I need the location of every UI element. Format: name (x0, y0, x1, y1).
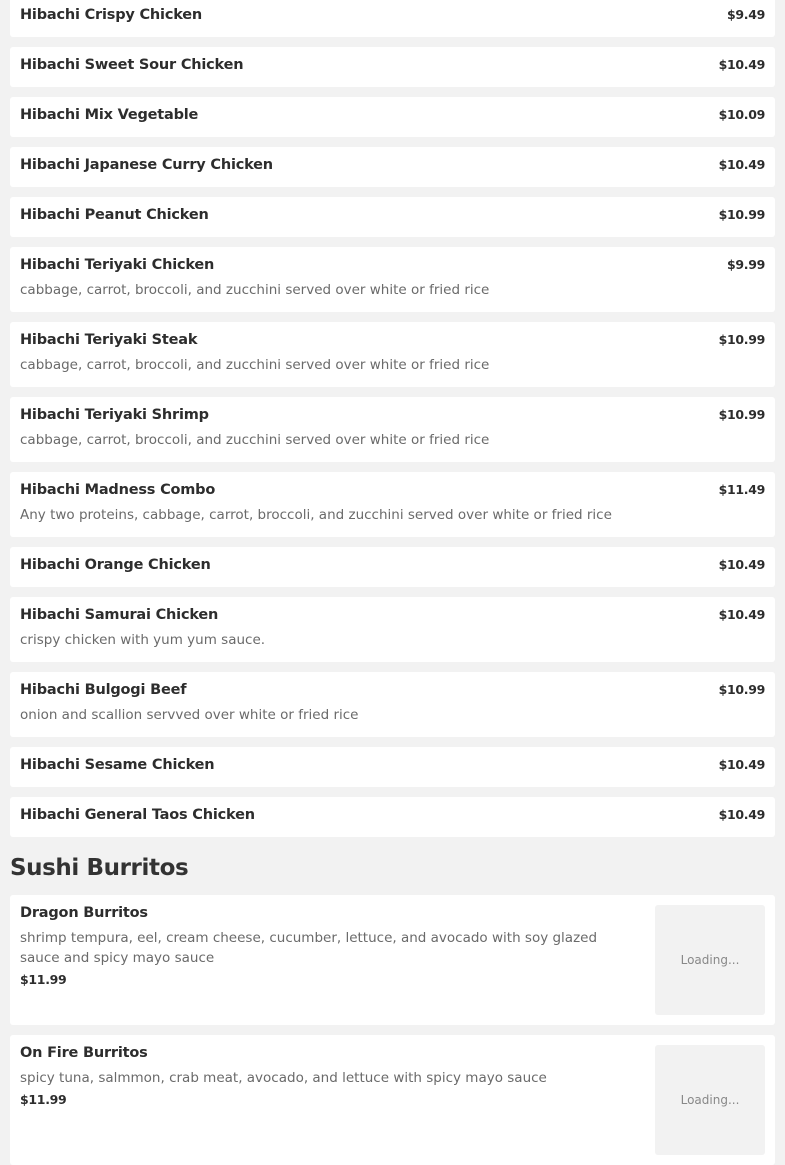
menu-item[interactable] (10, 672, 775, 737)
item-price: $10.99 (718, 207, 765, 222)
item-description: shrimp tempura, eel, cream cheese, cucumber, lettuce, and avocado with soy glazed sauce and spicy mayo sauce (20, 930, 598, 966)
item-price: $10.99 (718, 682, 765, 697)
item-name: Hibachi Mix Vegetable (20, 107, 199, 123)
item-name: Hibachi Bulgogi Beef (20, 682, 187, 698)
item-name: Hibachi Teriyaki Steak (20, 332, 198, 348)
item-price: $11.99 (20, 972, 67, 987)
item-price: $9.99 (726, 257, 765, 272)
item-image-placeholder (655, 905, 765, 1015)
item-image-placeholder (655, 1045, 765, 1155)
item-name: Dragon Burritos (20, 905, 148, 921)
item-price: $10.99 (718, 407, 765, 422)
loading-text: Loading... (680, 1093, 740, 1107)
item-description: Any two proteins, cabbage, carrot, broccoli, and zucchini served over white or fried rice (20, 507, 612, 523)
item-name: Hibachi Crispy Chicken (20, 7, 203, 23)
item-price: $10.99 (718, 332, 765, 347)
item-price: $11.99 (20, 1092, 67, 1107)
item-description: cabbage, carrot, broccoli, and zucchini served over white or fried rice (20, 357, 490, 373)
item-name: Hibachi Peanut Chicken (20, 207, 209, 223)
item-name: Hibachi Sweet Sour Chicken (20, 57, 244, 73)
menu-item[interactable] (10, 0, 775, 37)
item-name: Hibachi Orange Chicken (20, 557, 211, 573)
menu-item[interactable] (10, 147, 775, 187)
item-price: $10.49 (718, 157, 765, 172)
item-name: Hibachi Madness Combo (20, 482, 216, 498)
menu-item[interactable] (10, 47, 775, 87)
item-name: Hibachi General Taos Chicken (20, 807, 255, 823)
loading-text: Loading... (680, 953, 740, 967)
item-text (20, 1044, 630, 1107)
item-name: Hibachi Sesame Chicken (20, 757, 215, 773)
menu-item[interactable] (10, 597, 775, 662)
item-description: cabbage, carrot, broccoli, and zucchini served over white or fried rice (20, 432, 490, 448)
item-description: crispy chicken with yum yum sauce. (20, 632, 266, 648)
item-text (20, 904, 630, 987)
menu-item[interactable] (10, 797, 775, 837)
menu-item-card[interactable] (10, 895, 775, 1025)
hibachi-menu-list (10, 0, 775, 847)
item-description: spicy tuna, salmmon, crab meat, avocado, and lettuce with spicy mayo sauce (20, 1070, 547, 1086)
menu-item[interactable] (10, 547, 775, 587)
item-price: $10.49 (718, 57, 765, 72)
item-price: $10.09 (718, 107, 765, 122)
item-name: On Fire Burritos (20, 1045, 148, 1061)
section-title-sushi-burritos: Sushi Burritos (10, 855, 189, 881)
item-description: onion and scallion servved over white or fried rice (20, 707, 359, 723)
menu-item[interactable] (10, 197, 775, 237)
menu-item-card[interactable] (10, 1035, 775, 1165)
menu-item[interactable] (10, 747, 775, 787)
menu-item[interactable] (10, 247, 775, 312)
item-price: $9.49 (726, 7, 765, 22)
menu-item[interactable] (10, 397, 775, 462)
item-price: $10.49 (718, 557, 765, 572)
item-name: Hibachi Samurai Chicken (20, 607, 219, 623)
item-price: $11.49 (718, 482, 765, 497)
item-description: cabbage, carrot, broccoli, and zucchini served over white or fried rice (20, 282, 490, 298)
menu-item[interactable] (10, 97, 775, 137)
item-price: $10.49 (718, 607, 765, 622)
item-name: Hibachi Teriyaki Shrimp (20, 407, 209, 423)
item-name: Hibachi Japanese Curry Chicken (20, 157, 273, 173)
item-price: $10.49 (718, 807, 765, 822)
menu-item[interactable] (10, 472, 775, 537)
menu-item[interactable] (10, 322, 775, 387)
item-name: Hibachi Teriyaki Chicken (20, 257, 215, 273)
item-price: $10.49 (718, 757, 765, 772)
